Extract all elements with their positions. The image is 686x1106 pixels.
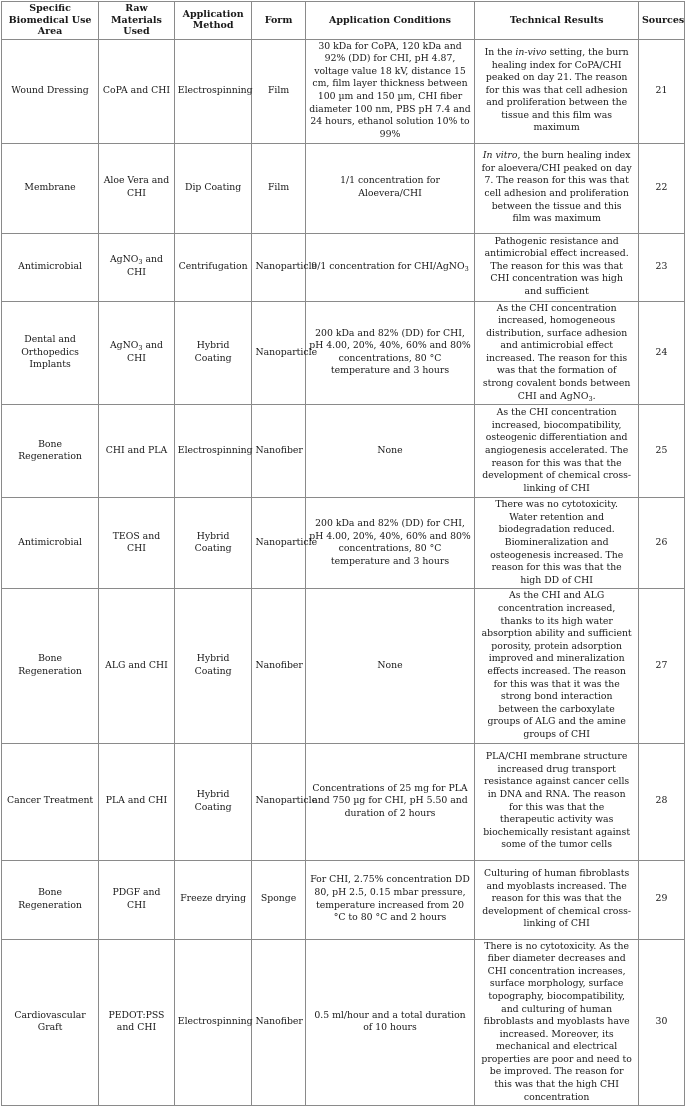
source-cell: 23 <box>638 233 684 301</box>
header-use-area: Specific Biomedical Use Area <box>2 2 99 40</box>
materials-subscript: 3 <box>138 258 143 267</box>
materials-subscript: 3 <box>138 344 143 353</box>
results-cell: There was no cytotoxicity. Water retention and biodegradation reduced. Biomineralization and osteogenesis increased. The reason for this was that the high DD of CHI <box>475 498 639 589</box>
biomedical-applications-table <box>1 1 685 1106</box>
results-cell: Culturing of human fibroblasts and myoblasts increased. The reason for this was that the development of chemical cross-linking of CHI <box>475 860 639 939</box>
materials-cell: Aloe Vera and CHI <box>99 143 175 233</box>
header-method: Application Method <box>174 2 252 40</box>
header-conditions: Application Conditions <box>305 2 475 40</box>
method-cell: Freeze drying <box>174 860 252 939</box>
form-cell: Nanoparticle <box>252 743 305 860</box>
table-row <box>2 939 685 1106</box>
use-area-cell: Bone Regeneration <box>2 589 99 743</box>
use-area-cell: Cardiovascular Graft <box>2 939 99 1106</box>
header-form: Form <box>252 2 305 40</box>
source-cell: 26 <box>638 498 684 589</box>
results-cell: Pathogenic resistance and antimicrobial effect increased. The reason for this was that CHI concentration was high and sufficient <box>475 233 639 301</box>
method-cell: Electrospinning <box>174 405 252 498</box>
use-area-cell: Wound Dressing <box>2 39 99 143</box>
table-row <box>2 405 685 498</box>
results-italic: In vitro <box>482 150 518 162</box>
use-area-cell: Bone Regeneration <box>2 405 99 498</box>
materials-cell <box>99 301 175 405</box>
materials-text: AgNO <box>109 340 139 352</box>
materials-suffix: and CHI <box>127 254 163 278</box>
form-cell: Film <box>252 143 305 233</box>
source-cell: 29 <box>638 860 684 939</box>
results-cell: PLA/CHI membrane structure increased drug transport resistance against cancer cells in DNA and RNA. The reason for this was that the therapeutic activity was biochemically resistant against some of the tumor cells <box>475 743 639 860</box>
source-cell: 21 <box>638 39 684 143</box>
method-cell: Hybrid Coating <box>174 743 252 860</box>
source-cell: 27 <box>638 589 684 743</box>
table-row <box>2 143 685 233</box>
form-cell: Nanofiber <box>252 405 305 498</box>
use-area-cell: Dental and Orthopedics Implants <box>2 301 99 405</box>
form-cell: Sponge <box>252 860 305 939</box>
use-area-cell: Bone Regeneration <box>2 860 99 939</box>
method-cell: Centrifugation <box>174 233 252 301</box>
conditions-cell <box>305 233 475 301</box>
conditions-cell: None <box>305 589 475 743</box>
table-row <box>2 743 685 860</box>
conditions-text: 9/1 concentration for CHI/AgNO <box>311 260 465 272</box>
results-subscript: 3 <box>588 394 593 403</box>
method-cell: Electrospinning <box>174 39 252 143</box>
results-prefix: In the <box>484 46 516 58</box>
table-row <box>2 233 685 301</box>
materials-cell: PLA and CHI <box>99 743 175 860</box>
header-row <box>2 2 685 40</box>
materials-cell: PEDOT:PSS and CHI <box>99 939 175 1106</box>
method-cell: Electrospinning <box>174 939 252 1106</box>
materials-cell: CoPA and CHI <box>99 39 175 143</box>
use-area-cell: Antimicrobial <box>2 233 99 301</box>
table-row <box>2 860 685 939</box>
form-cell: Nanoparticle <box>252 301 305 405</box>
form-cell: Nanofiber <box>252 939 305 1106</box>
form-cell: Nanofiber <box>252 589 305 743</box>
header-results: Technical Results <box>475 2 639 40</box>
conditions-subscript: 3 <box>464 264 469 273</box>
use-area-cell: Cancer Treatment <box>2 743 99 860</box>
results-cell <box>475 143 639 233</box>
table-row <box>2 39 685 143</box>
use-area-cell: Membrane <box>2 143 99 233</box>
results-cell: There is no cytotoxicity. As the fiber diameter decreases and CHI concentration increases, surface morphology, surface topography, biocompatibility, and culturing of human fibroblasts and myoblasts have increased. Moreover, its mechanical and electrical properties are poor and need to be improved. The reason for this was that the high CHI concentration <box>475 939 639 1106</box>
materials-cell: CHI and PLA <box>99 405 175 498</box>
method-cell: Dip Coating <box>174 143 252 233</box>
method-cell: Hybrid Coating <box>174 589 252 743</box>
results-suffix: . <box>592 390 596 402</box>
form-cell: Nanoparticle <box>252 233 305 301</box>
conditions-cell: 200 kDa and 82% (DD) for CHI, pH 4.00, 20%, 40%, 60% and 80% concentrations, 80 °C temperature and 3 hours <box>305 301 475 405</box>
source-cell: 28 <box>638 743 684 860</box>
conditions-cell: 200 kDa and 82% (DD) for CHI, pH 4.00, 20%, 40%, 60% and 80% concentrations, 80 °C temperature and 3 hours <box>305 498 475 589</box>
materials-suffix: and CHI <box>127 340 163 364</box>
form-cell: Film <box>252 39 305 143</box>
form-cell: Nanoparticle <box>252 498 305 589</box>
materials-cell: TEOS and CHI <box>99 498 175 589</box>
conditions-cell: 0.5 ml/hour and a total duration of 10 hours <box>305 939 475 1106</box>
materials-cell <box>99 233 175 301</box>
results-text: , the burn healing index for aloevera/CHI peaked on day 7. The reason for this was that cell adhesion and proliferation between the tissue and this film was maximum <box>481 150 632 225</box>
conditions-cell: 1/1 concentration for Aloevera/CHI <box>305 143 475 233</box>
source-cell: 25 <box>638 405 684 498</box>
materials-cell: ALG and CHI <box>99 589 175 743</box>
results-text: As the CHI concentration increased, homogeneous distribution, surface adhesion and antimicrobial effect increased. The reason for this was that the formation of strong covalent bonds between CHI and AgNO <box>482 302 631 402</box>
results-cell: As the CHI concentration increased, biocompatibility, osteogenic differentiation and angiogenesis accelerated. The reason for this was that the development of chemical cross-linking of CHI <box>475 405 639 498</box>
results-italic: in-vivo <box>515 46 547 58</box>
table-row <box>2 301 685 405</box>
materials-cell: PDGF and CHI <box>99 860 175 939</box>
materials-text: AgNO <box>109 254 139 266</box>
conditions-cell: None <box>305 405 475 498</box>
source-cell: 30 <box>638 939 684 1106</box>
table-row <box>2 589 685 743</box>
header-materials: Raw Materials Used <box>99 2 175 40</box>
source-cell: 22 <box>638 143 684 233</box>
table-row <box>2 498 685 589</box>
results-cell: As the CHI and ALG concentration increased, thanks to its high water absorption ability and sufficient porosity, protein adsorption improved and mineralization effects increased. The reason for this was that it was the strong bond interaction between the carboxylate groups of ALG and the amine groups of CHI <box>475 589 639 743</box>
results-cell <box>475 301 639 405</box>
conditions-cell: Concentrations of 25 mg for PLA and 750 µg for CHI, pH 5.50 and duration of 2 hours <box>305 743 475 860</box>
header-sources: Sources <box>638 2 684 40</box>
method-cell: Hybrid Coating <box>174 301 252 405</box>
use-area-cell: Antimicrobial <box>2 498 99 589</box>
source-cell: 24 <box>638 301 684 405</box>
results-cell <box>475 39 639 143</box>
results-text: setting, the burn healing index for CoPA/CHI peaked on day 21. The reason for this was that cell adhesion and proliferation between the tissue and this film was maximum <box>485 46 629 134</box>
method-cell: Hybrid Coating <box>174 498 252 589</box>
conditions-cell: For CHI, 2.75% concentration DD 80, pH 2.5, 0.15 mbar pressure, temperature increased from 20 °C to 80 °C and 2 hours <box>305 860 475 939</box>
conditions-cell: 30 kDa for CoPA, 120 kDa and 92% (DD) for CHI, pH 4.87, voltage value 18 kV, distance 15 cm, film layer thickness between 100 µm and 150 µm, CHI fiber diameter 100 nm, PBS pH 7.4 and 24 hours, ethanol solution 10% to 99% <box>305 39 475 143</box>
